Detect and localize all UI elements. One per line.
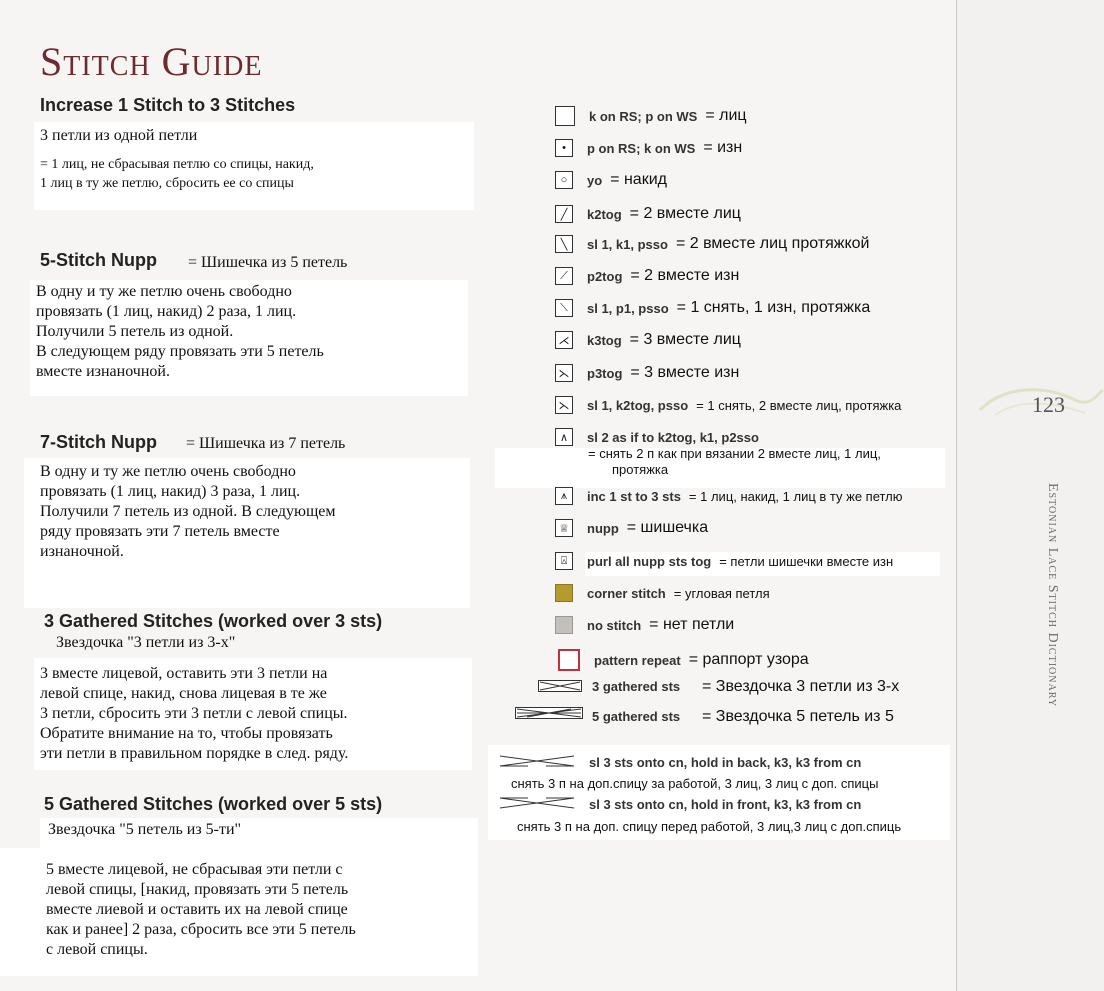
side-title <box>1040 450 1064 740</box>
legend-abbr: yo <box>587 172 603 188</box>
ssk-symbol-icon: ╲ <box>555 235 573 253</box>
legend-abbr: inc 1 st to 3 sts <box>587 488 681 504</box>
nupp-symbol-icon: ♕ <box>555 519 573 537</box>
legend-abbr: no stitch <box>587 617 642 633</box>
3-gathered-symbol-icon <box>538 680 582 692</box>
section-text-line: Обратите внимание на то, чтобы провязать <box>40 725 333 742</box>
corner-stitch-swatch-icon <box>555 584 573 602</box>
legend-translation: = шишечка <box>626 519 709 536</box>
legend-abbr: corner stitch <box>587 585 666 601</box>
legend-row <box>555 267 739 285</box>
section-heading-7-nupp: 7-Stitch Nupp <box>40 432 157 452</box>
section-translation: = Шишечка из 5 петель <box>188 254 348 271</box>
legend-row <box>555 584 770 602</box>
legend-row <box>555 428 767 446</box>
sl1-p1-psso-symbol-icon: ⟍ <box>555 299 573 317</box>
section-heading-5-nupp: 5-Stitch Nupp <box>40 250 157 270</box>
cable-back-symbol-icon <box>498 754 576 768</box>
k2tog-symbol-icon: ╱ <box>555 205 573 223</box>
section-text-line: 3 вместе лицевой, оставить эти 3 петли на <box>40 665 328 682</box>
section-text-line: левой спице, накид, снова лицевая в те же <box>40 685 327 702</box>
legend-abbr: k on RS; p on WS <box>589 108 698 124</box>
legend-translation: = 1 снять, 2 вместе лиц, протяжка <box>696 397 902 413</box>
section-text-line: В следующем ряду провязать эти 5 петель <box>36 343 324 360</box>
section-text-line: 1 лиц в ту же петлю, сбросить ее со спицы <box>40 176 294 191</box>
legend-row <box>555 205 741 223</box>
legend-translation: = 2 вместе лиц протяжкой <box>675 235 870 252</box>
legend-row <box>555 616 734 634</box>
legend-row <box>555 364 739 382</box>
p2tog-symbol-icon: ⟋ <box>555 267 573 285</box>
section-text-line: вместе изнаночной. <box>36 363 170 380</box>
section-heading-5-gathered: 5 Gathered Stitches (worked over 5 sts) <box>44 794 383 814</box>
section-text-line: 3 петли, сбросить эти 3 петли с левой спицы. <box>40 705 348 722</box>
legend-row <box>555 139 742 157</box>
legend-row <box>555 487 903 505</box>
section-text-line: Получили 7 петель из одной. В следующем <box>40 503 336 520</box>
legend-row <box>558 649 809 671</box>
section-text-line: = 1 лиц, не сбрасывая петлю со спицы, накид, <box>40 157 314 172</box>
section-translation: Звездочка "3 петли из 3-х" <box>56 634 236 651</box>
section-translation: Звездочка "5 петель из 5-ти" <box>48 821 242 838</box>
legend-row <box>555 396 901 414</box>
section-heading-increase: Increase 1 Stitch to 3 Stitches <box>40 95 296 115</box>
yarn-over-symbol-icon: ○ <box>555 171 573 189</box>
section-text-line: эти петли в правильном порядке в след. ряду. <box>40 745 349 762</box>
section-text-line: изнаночной. <box>40 543 124 560</box>
legend-abbr: sl 1, p1, psso <box>587 300 669 316</box>
section-heading-3-gathered: 3 Gathered Stitches (worked over 3 sts) <box>44 611 383 631</box>
legend-abbr: sl 3 sts onto cn, hold in back, k3, k3 from cn <box>589 755 862 770</box>
purl-symbol-icon: • <box>555 139 573 157</box>
section-text-line: вместе лиевой и оставить их на левой спице <box>46 901 348 918</box>
legend-abbr: 5 gathered sts <box>592 709 681 724</box>
legend-row <box>555 299 870 317</box>
legend-translation: = 2 вместе изн <box>630 267 740 284</box>
no-stitch-swatch-icon <box>555 616 573 634</box>
cable-front-symbol-icon <box>498 796 576 810</box>
section-text-line: Получили 5 петель из одной. <box>36 323 234 340</box>
purl-nupp-symbol-icon: ⍓ <box>555 552 573 570</box>
legend-translation: = петли шишечки вместе изн <box>719 553 894 569</box>
legend-translation: = Звездочка 3 петли из 3-х <box>702 678 900 695</box>
legend-abbr: sl 3 sts onto cn, hold in front, k3, k3 from cn <box>589 797 862 812</box>
section-text-line: провязать (1 лиц, накид) 2 раза, 1 лиц. <box>36 303 297 320</box>
legend-abbr: 3 gathered sts <box>592 679 681 694</box>
sl2-k1-p2sso-symbol-icon: ∧ <box>555 428 573 446</box>
legend-abbr: p on RS; k on WS <box>587 140 696 156</box>
knit-symbol-icon <box>555 106 575 126</box>
pattern-repeat-swatch-icon <box>558 649 580 671</box>
legend-translation: = 1 снять, 1 изн, протяжка <box>676 299 871 316</box>
legend-abbr: pattern repeat <box>594 652 681 668</box>
legend-abbr: sl 1, k2tog, psso <box>587 397 689 413</box>
section-text-line: провязать (1 лиц, накид) 3 раза, 1 лиц. <box>40 483 301 500</box>
page-title: Stitch Guide <box>40 39 263 84</box>
legend-abbr: purl all nupp sts tog <box>587 553 712 569</box>
legend-abbr: p3tog <box>587 365 623 381</box>
legend-abbr: nupp <box>587 520 619 536</box>
section-text-line: В одну и ту же петлю очень свободно <box>40 463 296 480</box>
legend-translation: = угловая петля <box>673 585 770 601</box>
legend-row <box>555 552 893 570</box>
side-title-text: Estonian Lace Stitch Dictionary <box>1045 482 1060 708</box>
legend-row <box>555 106 747 126</box>
legend-abbr: sl 2 as if to k2tog, k1, p2sso <box>587 429 759 445</box>
k3tog-symbol-icon: ⋌ <box>555 331 573 349</box>
legend-abbr: k2tog <box>587 206 622 222</box>
section-translation: = Шишечка из 7 петель <box>186 435 346 452</box>
legend-translation: = лиц <box>705 107 747 124</box>
legend-translation: снять 3 п на доп. спицу перед работой, 3 лиц,3 лиц с доп.спиць <box>517 819 902 834</box>
legend-row <box>555 331 741 349</box>
legend-abbr: sl 1, k1, psso <box>587 236 668 252</box>
section-text-line: 5 вместе лицевой, не сбрасывая эти петли с <box>46 861 343 878</box>
inc-1-to-3-symbol-icon: ⩚ <box>555 487 573 505</box>
section-text-line: левой спицы, [накид, провязать эти 5 петель <box>46 881 349 898</box>
legend-translation: = 2 вместе лиц <box>629 205 741 222</box>
page-gutter <box>956 0 1104 991</box>
legend-row <box>555 519 708 537</box>
section-translation: 3 петли из одной петли <box>40 127 198 144</box>
section-text-line: ряду провязать эти 7 петель вместе <box>40 523 280 540</box>
legend-translation: = снять 2 п как при вязании 2 вместе лиц, 1 лиц, <box>588 446 881 461</box>
section-text-line: с левой спицы. <box>46 941 148 958</box>
section-text-line: как и ранее] 2 раза, сбросить все эти 5 петель <box>46 921 356 938</box>
legend-abbr: p2tog <box>587 268 623 284</box>
legend-translation: протяжка <box>612 462 669 477</box>
sl1-k2tog-psso-symbol-icon: ⋋ <box>555 396 573 414</box>
5-gathered-symbol-icon <box>515 707 583 719</box>
legend-row <box>555 235 869 253</box>
legend-translation: = Звездочка 5 петель из 5 <box>702 708 894 725</box>
legend-translation: = 1 лиц, накид, 1 лиц в ту же петлю <box>688 488 903 504</box>
p3tog-symbol-icon: ⋋ <box>555 364 573 382</box>
legend-translation: = раппорт узора <box>688 651 809 668</box>
section-text-line: В одну и ту же петлю очень свободно <box>36 283 292 300</box>
legend-abbr: k3tog <box>587 332 622 348</box>
page-number: 123 <box>1032 392 1065 417</box>
legend-translation: = накид <box>610 171 667 188</box>
legend-translation: = нет петли <box>649 616 735 633</box>
legend-translation: = 3 вместе лиц <box>629 331 741 348</box>
legend-translation: = 3 вместе изн <box>630 364 740 381</box>
legend-row <box>555 171 667 189</box>
legend-translation: снять 3 п на доп.спицу за работой, 3 лиц, 3 лиц с доп. спицы <box>511 776 879 791</box>
legend-translation: = изн <box>703 139 743 156</box>
